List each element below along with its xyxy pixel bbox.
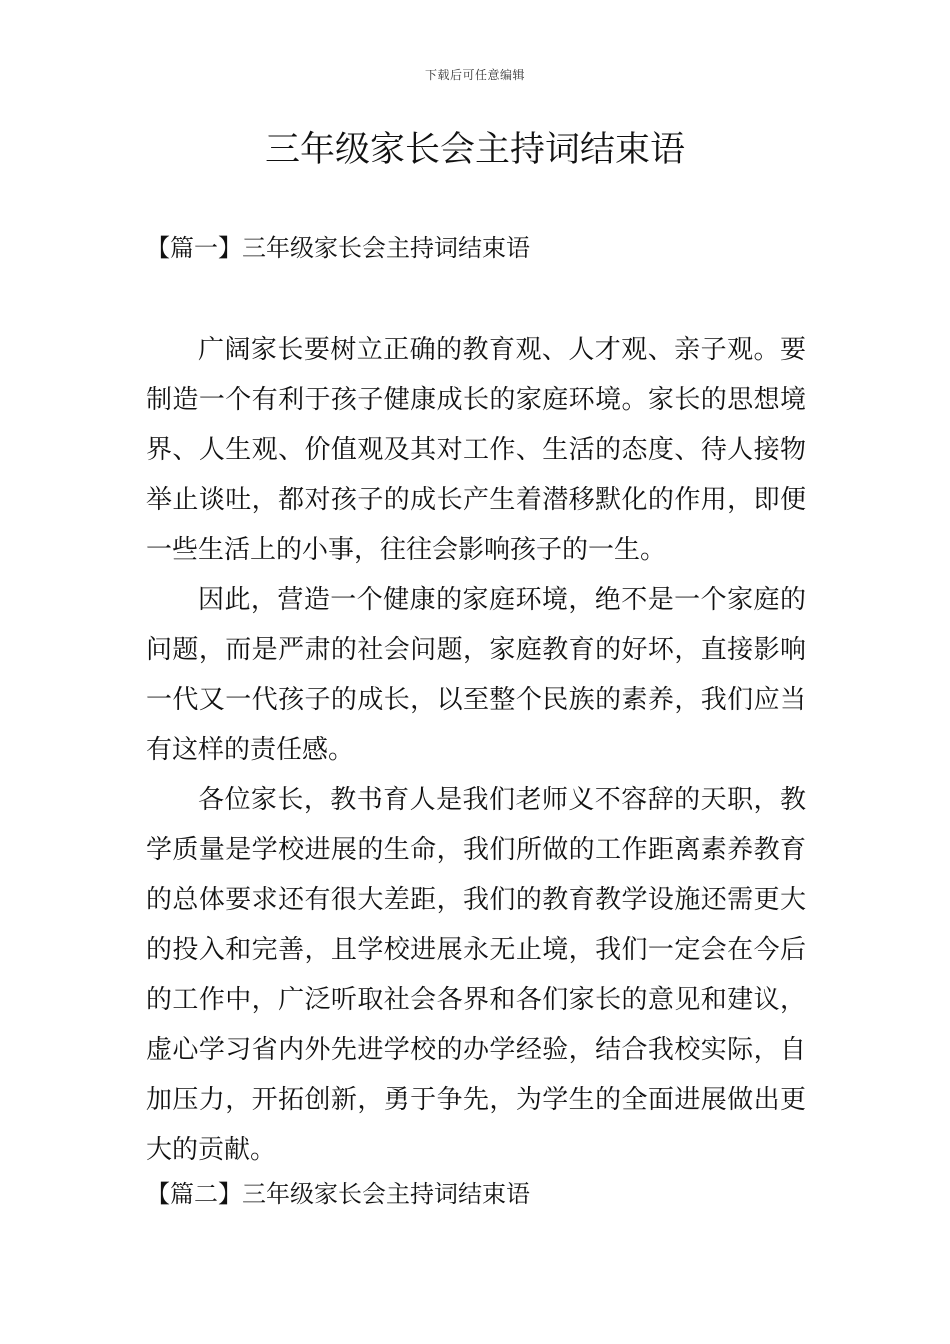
paragraph-3: 各位家长，教书育人是我们老师义不容辞的天职，教学质量是学校进展的生命，我们所做的工作距离素养教育的总体要求还有很大差距，我们的教育教学设施还需更大的投入和完善，且学校进展永无止境，我们一定会在今后的工作中，广泛听取社会各界和各们家长的意见和建议，虚心学习省内外先进学校的办学经验，结合我校实际，自加压力，开拓创新，勇于争先，为学生的全面进展做出更大的贡献。 bbox=[146, 785, 806, 1165]
paragraph-2: 因此，营造一个健康的家庭环境，绝不是一个家庭的问题，而是严肃的社会问题，家庭教育的好坏，直接影响一代又一代孩子的成长，以至整个民族的素养，我们应当有这样的责任感。 bbox=[146, 585, 806, 765]
document-title: 三年级家长会主持词结束语 bbox=[264, 130, 685, 170]
section-heading-2: 【篇二】三年级家长会主持词结束语 bbox=[146, 1180, 530, 1208]
header-note: 下载后可任意编辑 bbox=[424, 68, 525, 82]
paragraph-1: 广阔家长要树立正确的教育观、人才观、亲子观。要制造一个有利于孩子健康成长的家庭环境。家长的思想境界、人生观、价值观及其对工作、生活的态度、待人接物举止谈吐，都对孩子的成长产生着潜移默化的作用，即便一些生活上的小事，往往会影响孩子的一生。 bbox=[146, 335, 806, 565]
section-heading-1: 【篇一】三年级家长会主持词结束语 bbox=[146, 234, 530, 262]
